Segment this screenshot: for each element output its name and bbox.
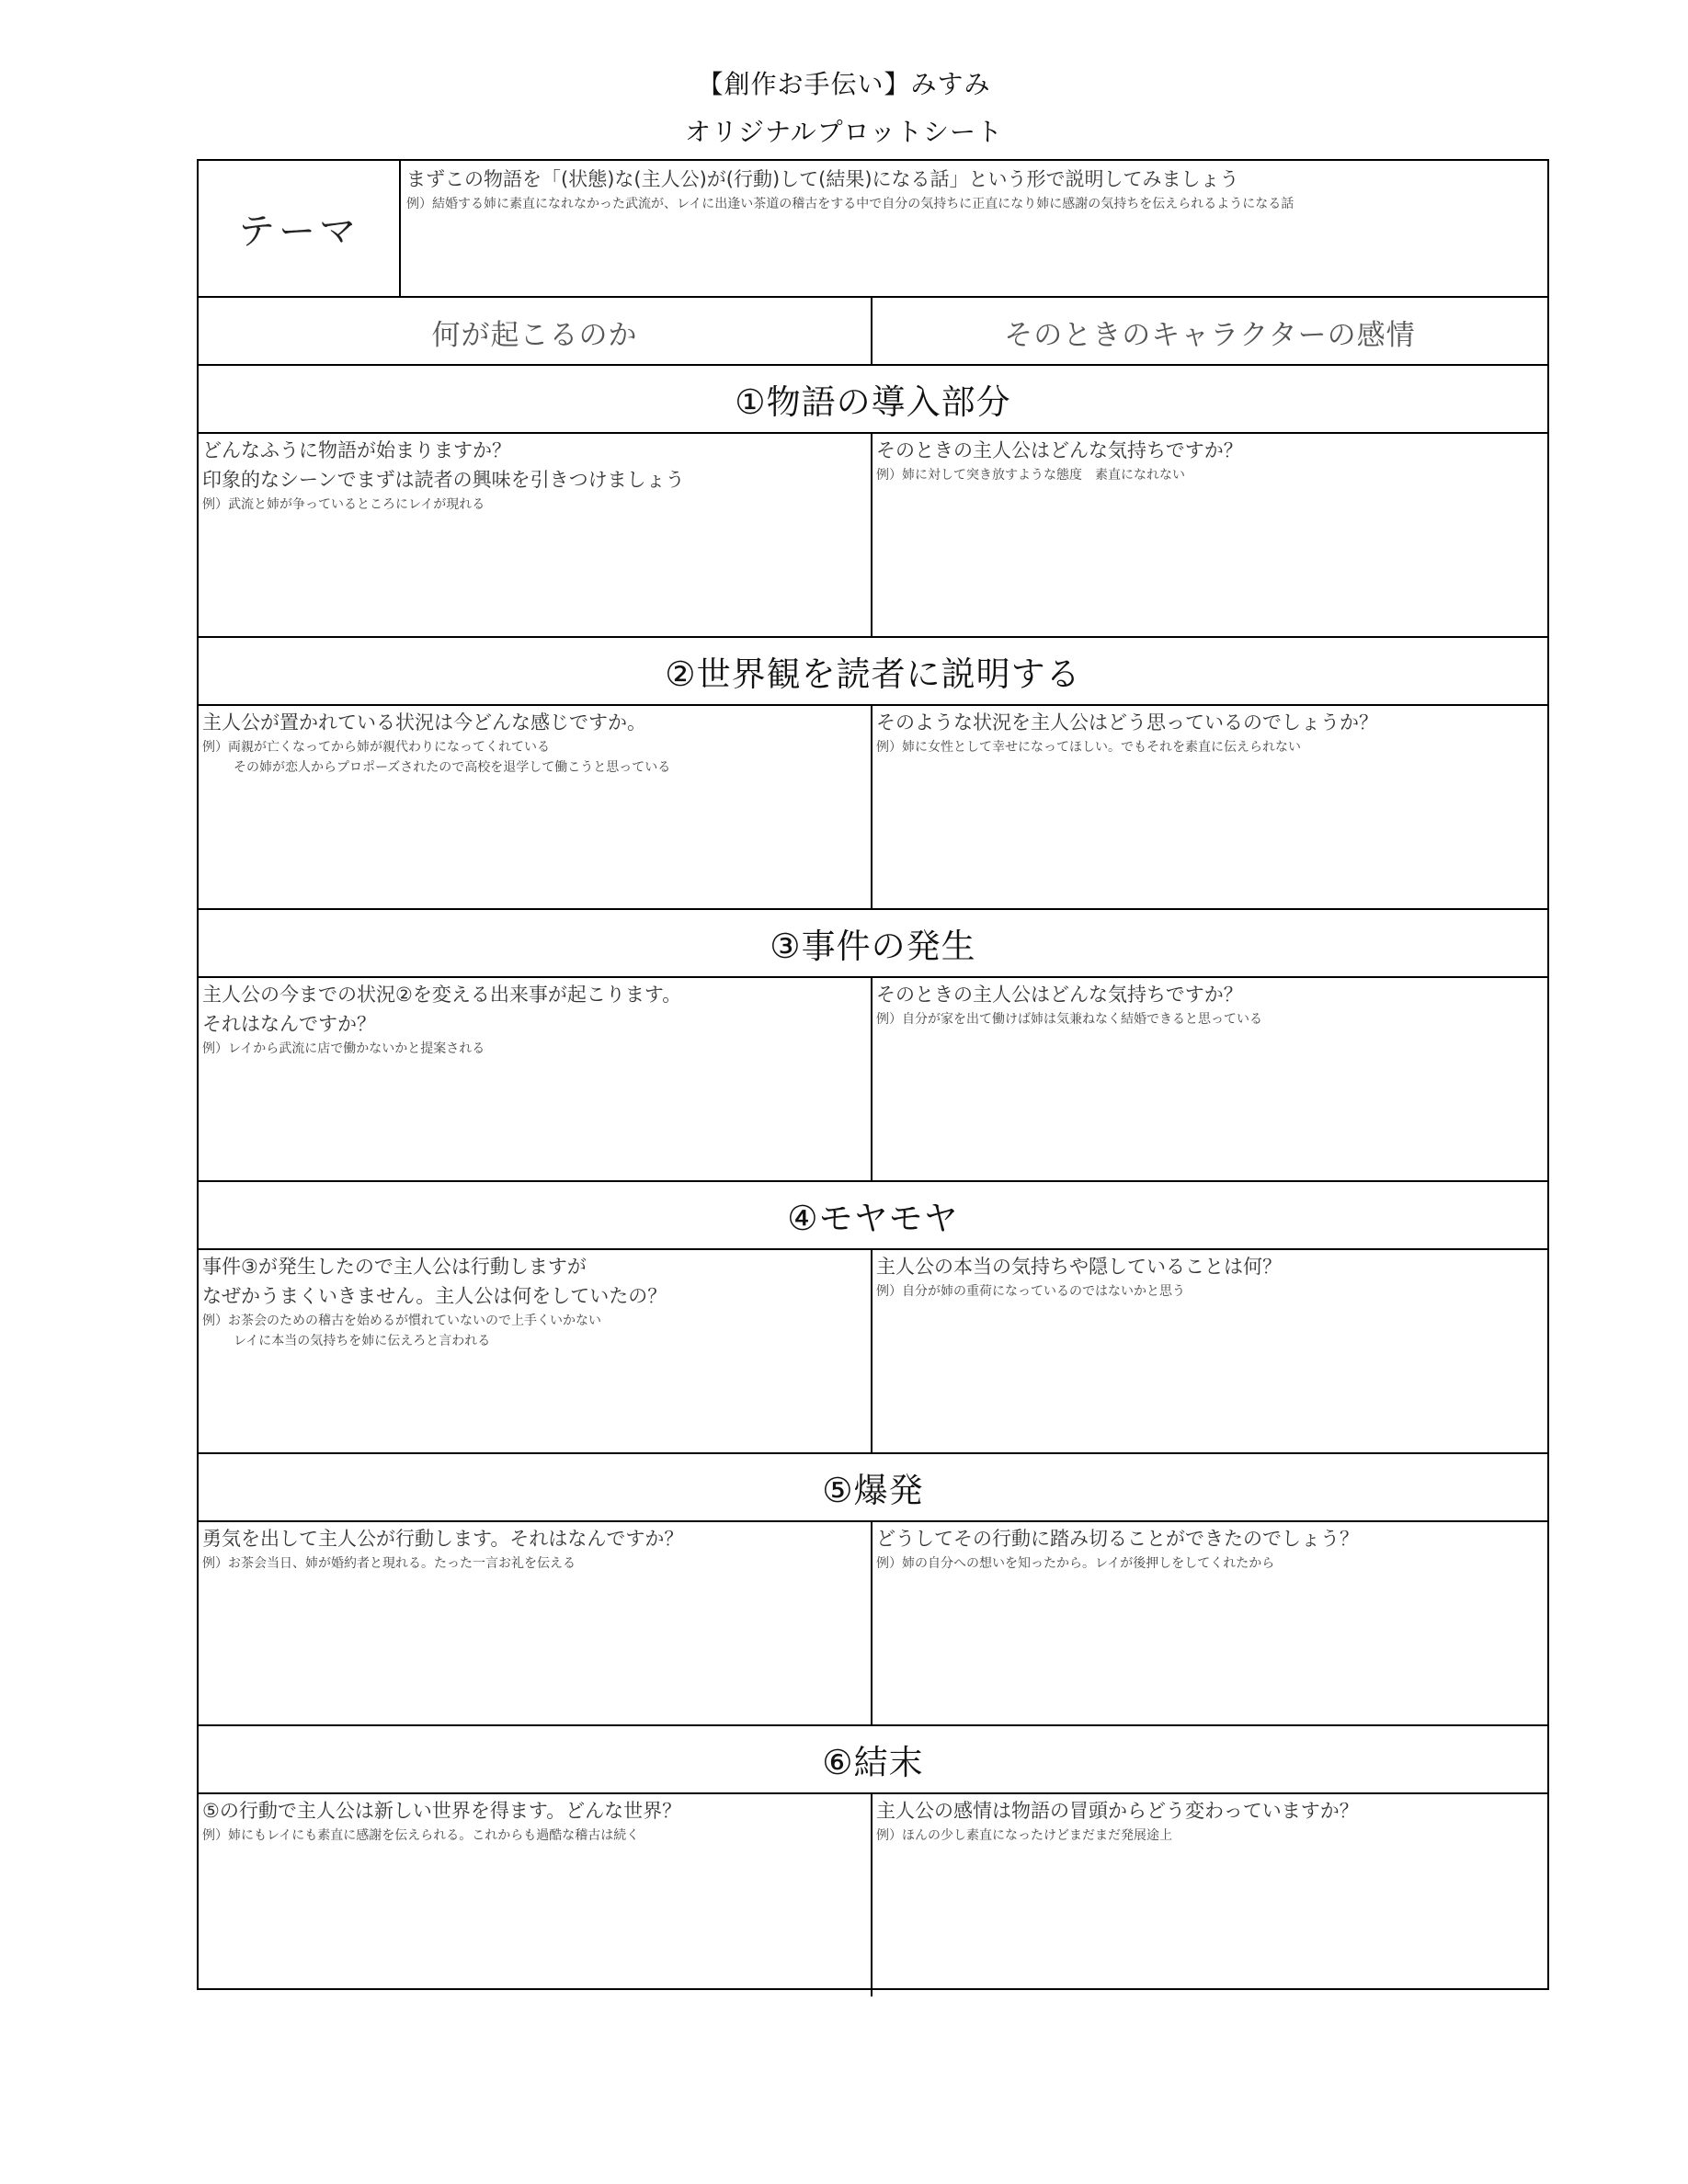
prompt-example: 例）レイから武流に店で働かないかと提案される xyxy=(202,1041,485,1056)
section-heading: ⑤爆発 xyxy=(199,1452,1547,1520)
prompt-question: 主人公の感情は物語の冒頭からどう変わっていますか？ xyxy=(876,1800,1359,1822)
prompt-example: 例）自分が姉の重荷になっているのではないかと思う xyxy=(876,1284,1185,1299)
prompt-example: 例）お茶会当日、姉が婚約者と現れる。たった一言お礼を伝える xyxy=(202,1556,576,1571)
prompt-example: 例）姉に対して突き放すような態度 素直になれない xyxy=(876,468,1185,483)
prompt-example: 例）姉の自分への想いを知ったから。レイが後押しをしてくれたから xyxy=(876,1556,1275,1571)
emotion-cell[interactable] xyxy=(873,978,1547,1180)
prompt-question: 勇気を出して主人公が行動します。それはなんですか？ xyxy=(202,1528,684,1550)
theme-question: まずこの物語を「(状態)な(主人公)が(行動)して(結果)になる話」という形で説明してみましょう xyxy=(406,168,1239,190)
emotion-cell[interactable] xyxy=(873,1522,1547,1724)
column-header-row xyxy=(199,296,1547,364)
prompt-question: どんなふうに物語が始まりますか？ xyxy=(202,439,511,461)
prompt-example: 例）お茶会のための稽古を始めるが慣れていないので上手くいかない xyxy=(202,1314,601,1328)
prompt-example: 例）自分が家を出て働けば姉は気兼ねなく結婚できると思っている xyxy=(876,1012,1262,1027)
theme-label: テーマ xyxy=(199,161,401,296)
event-cell[interactable] xyxy=(199,434,873,636)
document-subtitle: オリジナルプロットシート xyxy=(684,117,1004,147)
section-body-row xyxy=(199,1792,1547,1996)
event-cell[interactable] xyxy=(199,706,873,908)
prompt-question: どうしてその行動に踏み切ることができたのでしょう？ xyxy=(876,1528,1359,1550)
section-body-row xyxy=(199,1520,1547,1724)
document-title: 【創作お手伝い】みすみ xyxy=(697,69,991,99)
prompt-question: 主人公の本当の気持ちや隠していることは何？ xyxy=(876,1256,1282,1278)
prompt-example: レイに本当の気持ちを姉に伝えろと言われる xyxy=(234,1334,491,1348)
prompt-example: 例）ほんの少し素直になったけどまだまだ発展途上 xyxy=(876,1828,1172,1843)
section-heading: ⑥結末 xyxy=(199,1724,1547,1792)
section-heading: ③事件の発生 xyxy=(199,908,1547,976)
prompt-question: そのような状況を主人公はどう思っているのでしょうか？ xyxy=(876,711,1378,734)
prompt-example: 例）両親が亡くなってから姉が親代わりになってくれている xyxy=(202,740,550,755)
section-heading: ②世界観を読者に説明する xyxy=(199,636,1547,704)
column-header-events: 何が起こるのか xyxy=(199,298,873,366)
section-heading: ④モヤモヤ xyxy=(199,1180,1547,1248)
section-body-row xyxy=(199,704,1547,908)
plot-sheet-table xyxy=(197,159,1549,1990)
prompt-example: 例）姉にもレイにも素直に感謝を伝えられる。これからも過酷な稽古は続く xyxy=(202,1828,640,1843)
event-cell[interactable] xyxy=(199,1250,873,1452)
prompt-question: 主人公が置かれている状況は今どんな感じですか。 xyxy=(202,711,646,734)
emotion-cell[interactable] xyxy=(873,434,1547,636)
event-cell[interactable] xyxy=(199,1794,873,1996)
prompt-question: そのときの主人公はどんな気持ちですか？ xyxy=(876,984,1243,1006)
prompt-question: それはなんですか？ xyxy=(202,1013,376,1035)
event-cell[interactable] xyxy=(199,978,873,1180)
theme-cell[interactable] xyxy=(401,161,1547,296)
prompt-question: そのときの主人公はどんな気持ちですか？ xyxy=(876,439,1243,461)
theme-example: 例）結婚する姉に素直になれなかった武流が、レイに出逢い茶道の稽古をする中で自分の気持ちに正直になり姉に感謝の気持ちを伝えられるようになる話 xyxy=(406,197,1295,211)
section-heading: ①物語の導入部分 xyxy=(199,364,1547,432)
section-body-row xyxy=(199,976,1547,1180)
emotion-cell[interactable] xyxy=(873,1250,1547,1452)
prompt-example: 例）姉に女性として幸せになってほしい。でもそれを素直に伝えられない xyxy=(876,740,1301,755)
theme-row xyxy=(199,161,1547,296)
prompt-question: 事件③が発生したので主人公は行動しますが xyxy=(202,1256,587,1278)
column-header-emotions: そのときのキャラクターの感情 xyxy=(1004,318,1416,352)
prompt-example: その姉が恋人からプロポーズされたので高校を退学して働こうと思っている xyxy=(234,760,671,775)
prompt-question: 主人公の今までの状況②を変える出来事が起こります。 xyxy=(202,984,682,1006)
section-body-row xyxy=(199,1248,1547,1452)
section-body-row xyxy=(199,432,1547,636)
prompt-question: なぜかうまくいきません。主人公は何をしていたの？ xyxy=(202,1285,667,1307)
event-cell[interactable] xyxy=(199,1522,873,1724)
prompt-question: 印象的なシーンでまずは読者の興味を引きつけましょう xyxy=(202,469,685,491)
emotion-cell[interactable] xyxy=(873,706,1547,908)
prompt-example: 例）武流と姉が争っているところにレイが現れる xyxy=(202,497,485,512)
emotion-cell[interactable] xyxy=(873,1794,1547,1996)
prompt-question: ⑤の行動で主人公は新しい世界を得ます。どんな世界？ xyxy=(202,1800,682,1822)
